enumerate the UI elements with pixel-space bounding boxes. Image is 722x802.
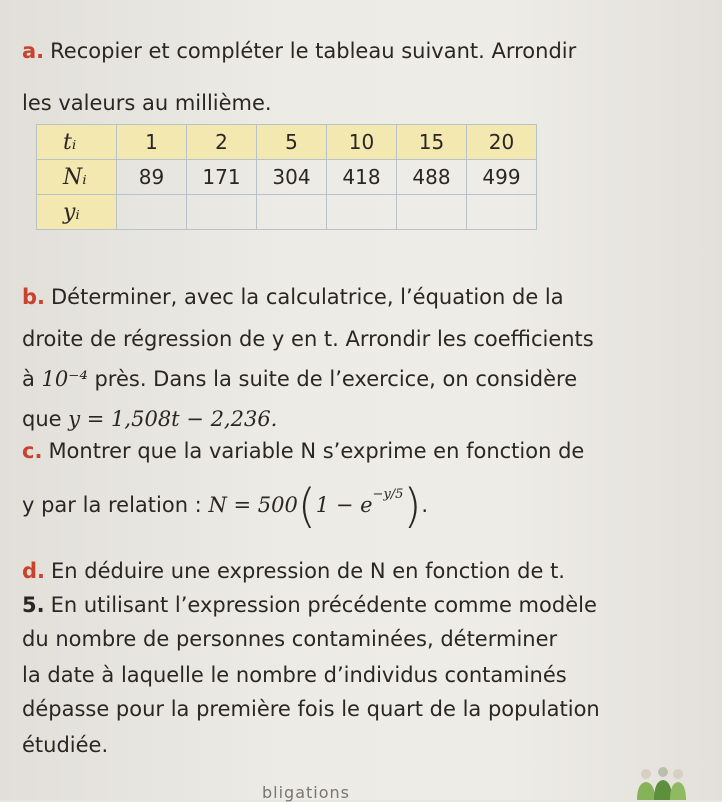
- table-cell: 418: [327, 160, 397, 195]
- row-header-n: Nᵢ: [37, 160, 117, 195]
- q5-label: 5.: [22, 593, 45, 617]
- part-b-line3: à 10⁻⁴ près. Dans la suite de l’exercice, on considère: [22, 367, 578, 391]
- q5-line4: dépasse pour la première fois le quart de la population: [22, 697, 600, 721]
- q5-line5: étudiée.: [22, 733, 109, 757]
- table-cell: 171: [187, 160, 257, 195]
- table-cell: 499: [467, 160, 537, 195]
- part-c-line2: y par la relation : $N = 500(1 - e^{-y/5})$.: [22, 479, 429, 533]
- part-b-line1: b. Déterminer, avec la calculatrice, l’équation de la: [22, 285, 564, 309]
- part-b-line2: droite de régression de y en t. Arrondir les coefficients: [22, 327, 594, 351]
- table-cell: 1: [117, 125, 187, 160]
- part-d: d. En déduire une expression de N en fonction de t.: [22, 559, 565, 583]
- q5-line2: du nombre de personnes contaminées, déterminer: [22, 627, 558, 651]
- table-cell: 20: [467, 125, 537, 160]
- table-row-n: [37, 160, 537, 195]
- people-icon: [634, 765, 688, 800]
- table-cell-empty: [327, 195, 397, 230]
- part-a-label: a.: [22, 39, 45, 63]
- table-cell: 15: [397, 125, 467, 160]
- table-cell-empty: [397, 195, 467, 230]
- q5-line3: la date à laquelle le nombre d’individus contaminés: [22, 663, 567, 687]
- data-table: [36, 124, 537, 230]
- table-row-y: [37, 195, 537, 230]
- part-a-line1: [22, 36, 576, 66]
- table-cell: 10: [327, 125, 397, 160]
- table-cell-empty: [117, 195, 187, 230]
- footer-label: bligations: [262, 783, 350, 802]
- part-a-line2: les valeurs au millième.: [22, 91, 272, 115]
- table-cell-empty: [467, 195, 537, 230]
- q5-line1: 5. En utilisant l’expression précédente comme modèle: [22, 593, 597, 617]
- table-cell: 304: [257, 160, 327, 195]
- part-c-label: c.: [22, 439, 43, 463]
- table-cell: 5: [257, 125, 327, 160]
- part-a-text1: Recopier et compléter le tableau suivant. Arrondir: [50, 39, 577, 63]
- part-c-line1: c. Montrer que la variable N s’exprime en fonction de: [22, 439, 585, 463]
- table-cell-empty: [257, 195, 327, 230]
- table-cell: 2: [187, 125, 257, 160]
- part-b-label: b.: [22, 285, 46, 309]
- table-cell: 89: [117, 160, 187, 195]
- table-row-t: [37, 125, 537, 160]
- table-cell: 488: [397, 160, 467, 195]
- row-header-t: tᵢ: [37, 125, 117, 160]
- row-header-y: yᵢ: [37, 195, 117, 230]
- table-cell-empty: [187, 195, 257, 230]
- part-b-line4: que y = 1,508t − 2,236.: [22, 407, 278, 431]
- part-d-label: d.: [22, 559, 46, 583]
